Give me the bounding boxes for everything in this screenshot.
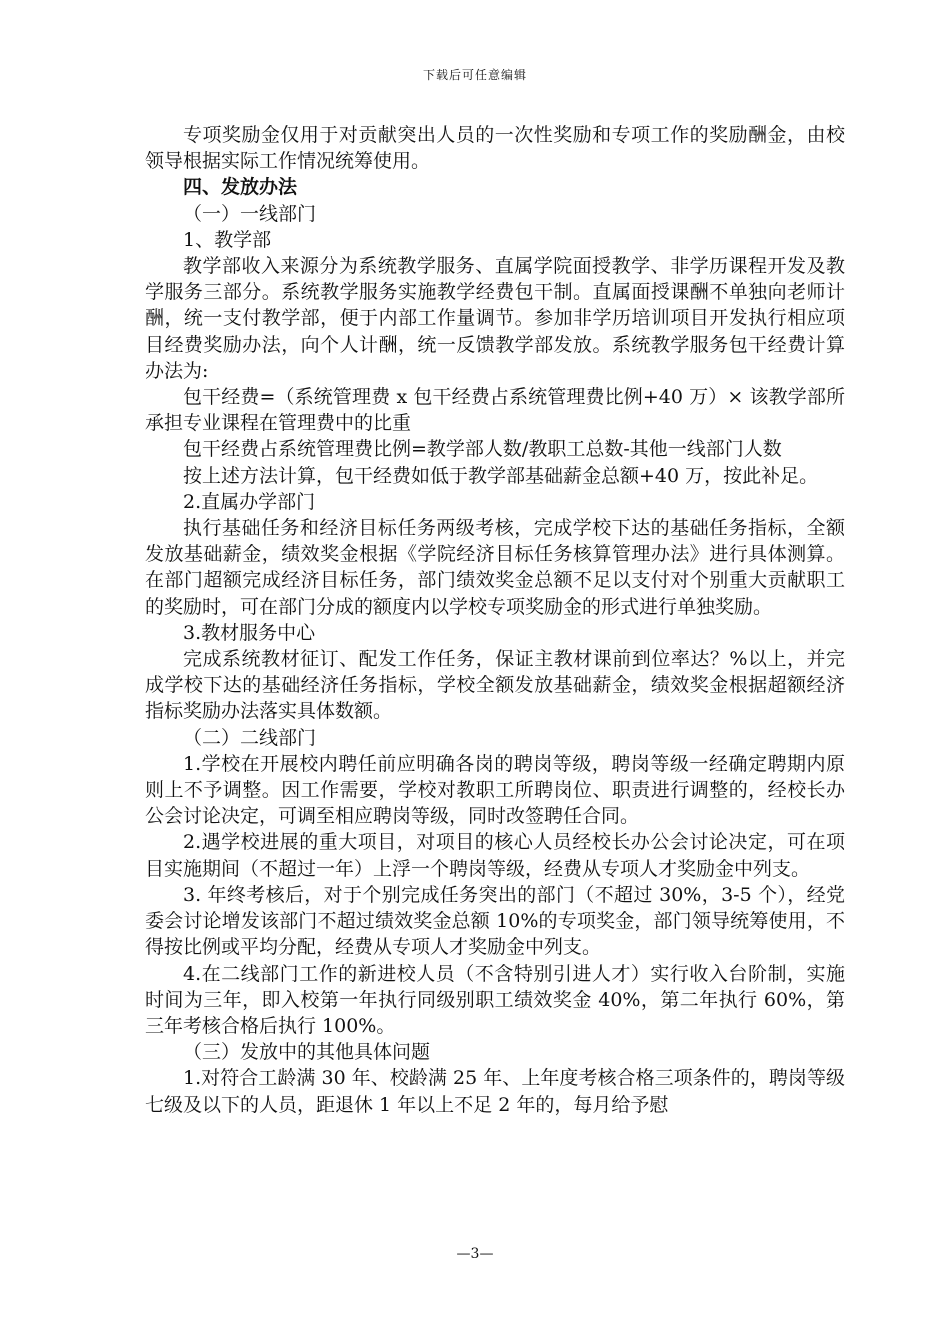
document-body <box>145 122 845 1118</box>
paragraph-lump-sum-topup: 按上述方法计算，包干经费如低于教学部基础薪金总额+40 万，按此补足。 <box>183 464 819 487</box>
formula-lump-sum-ratio: 包干经费占系统管理费比例=教学部人数/教职工总数-其他一线部门人数 <box>183 438 782 461</box>
paragraph-direct-assessment: 执行基础任务和经济目标任务两级考核，完成学校下达的基础任务指标，全额发放基础薪金，绩效奖金根据《学院经济目标任务核算管理办法》进行具体测算。在部门超额完成经济目标任务，部门绩效奖金总额不足以支付对个别重大贡献职工的奖励时，可在部门分成的额度内以学校专项奖励金的形式进行单独奖励。 <box>145 517 845 618</box>
paragraph-second-line-1: 1.学校在开展校内聘任前应明确各岗的聘岗等级，聘岗等级一经确定聘期内原则上不予调整。因工作需要，学校对教职工所聘岗位、职责进行调整的，经校长办公会讨论决定，可调至相应聘岗等级，同时改签聘任合同。 <box>145 752 845 828</box>
subheading-second-line: （二）二线部门 <box>183 726 317 749</box>
subheading-other-issues: （三）发放中的其他具体问题 <box>183 1041 431 1064</box>
section-heading-distribution: 四、发放办法 <box>183 176 298 199</box>
paragraph-other-issues-1: 1.对符合工龄满 30 年、校龄满 25 年、上年度考核合格三项条件的，聘岗等级七级及以下的人员，距退休 1 年以上不足 2 年的，每月给予慰 <box>145 1067 845 1116</box>
paragraph-special-award: 专项奖励金仅用于对贡献突出人员的一次性奖励和专项工作的奖励酬金，由校领导根据实际工作情况统筹使用。 <box>145 124 845 173</box>
page-number: —3— <box>456 1246 494 1262</box>
subheading-frontline: （一）一线部门 <box>183 202 317 225</box>
item-heading-direct: 2.直属办学部门 <box>183 490 316 513</box>
paragraph-second-line-4: 4.在二线部门工作的新进校人员（不含特别引进人才）实行收入台阶制，实施时间为三年，即入校第一年执行同级别职工绩效奖金 40%，第二年执行 60%，第三年考核合格后执行 100%。 <box>145 962 845 1037</box>
paragraph-textbook-service: 完成系统教材征订、配发工作任务，保证主教材课前到位率达？%以上，并完成学校下达的基础经济任务指标，学校全额发放基础薪金，绩效奖金根据超额经济指标奖励办法落实具体数额。 <box>145 648 845 723</box>
formula-lump-sum: 包干经费=（系统管理费 x 包干经费占系统管理费比例+40 万）× 该教学部所承担专业课程在管理费中的比重 <box>145 386 845 435</box>
page-header: 下载后可任意编辑 <box>422 68 527 82</box>
paragraph-second-line-2: 2.遇学校进展的重大项目，对项目的核心人员经校长办公会讨论决定，可在项目实施期间（不超过一年）上浮一个聘岗等级，经费从专项人才奖励金中列支。 <box>145 831 845 880</box>
item-heading-teaching: 1、教学部 <box>183 228 272 251</box>
item-heading-textbook: 3.教材服务中心 <box>183 621 316 644</box>
paragraph-second-line-3: 3. 年终考核后，对于个别完成任务突出的部门（不超过 30%，3-5 个），经党委会讨论增发该部门不超过绩效奖金总额 10%的专项奖金，部门领导统筹使用，不得按比例或平均分配，经费从专项人才奖励金中列支。 <box>145 883 845 959</box>
paragraph-teaching-income: 教学部收入来源分为系统教学服务、直属学院面授教学、非学历课程开发及教学服务三部分。系统教学服务实施教学经费包干制。直属面授课酬不单独向老师计酬，统一支付教学部，便于内部工作量调节。参加非学历培训项目开发执行相应项目经费奖励办法，向个人计酬，统一反馈教学部发放。系统教学服务包干经费计算办法为: <box>145 255 845 382</box>
